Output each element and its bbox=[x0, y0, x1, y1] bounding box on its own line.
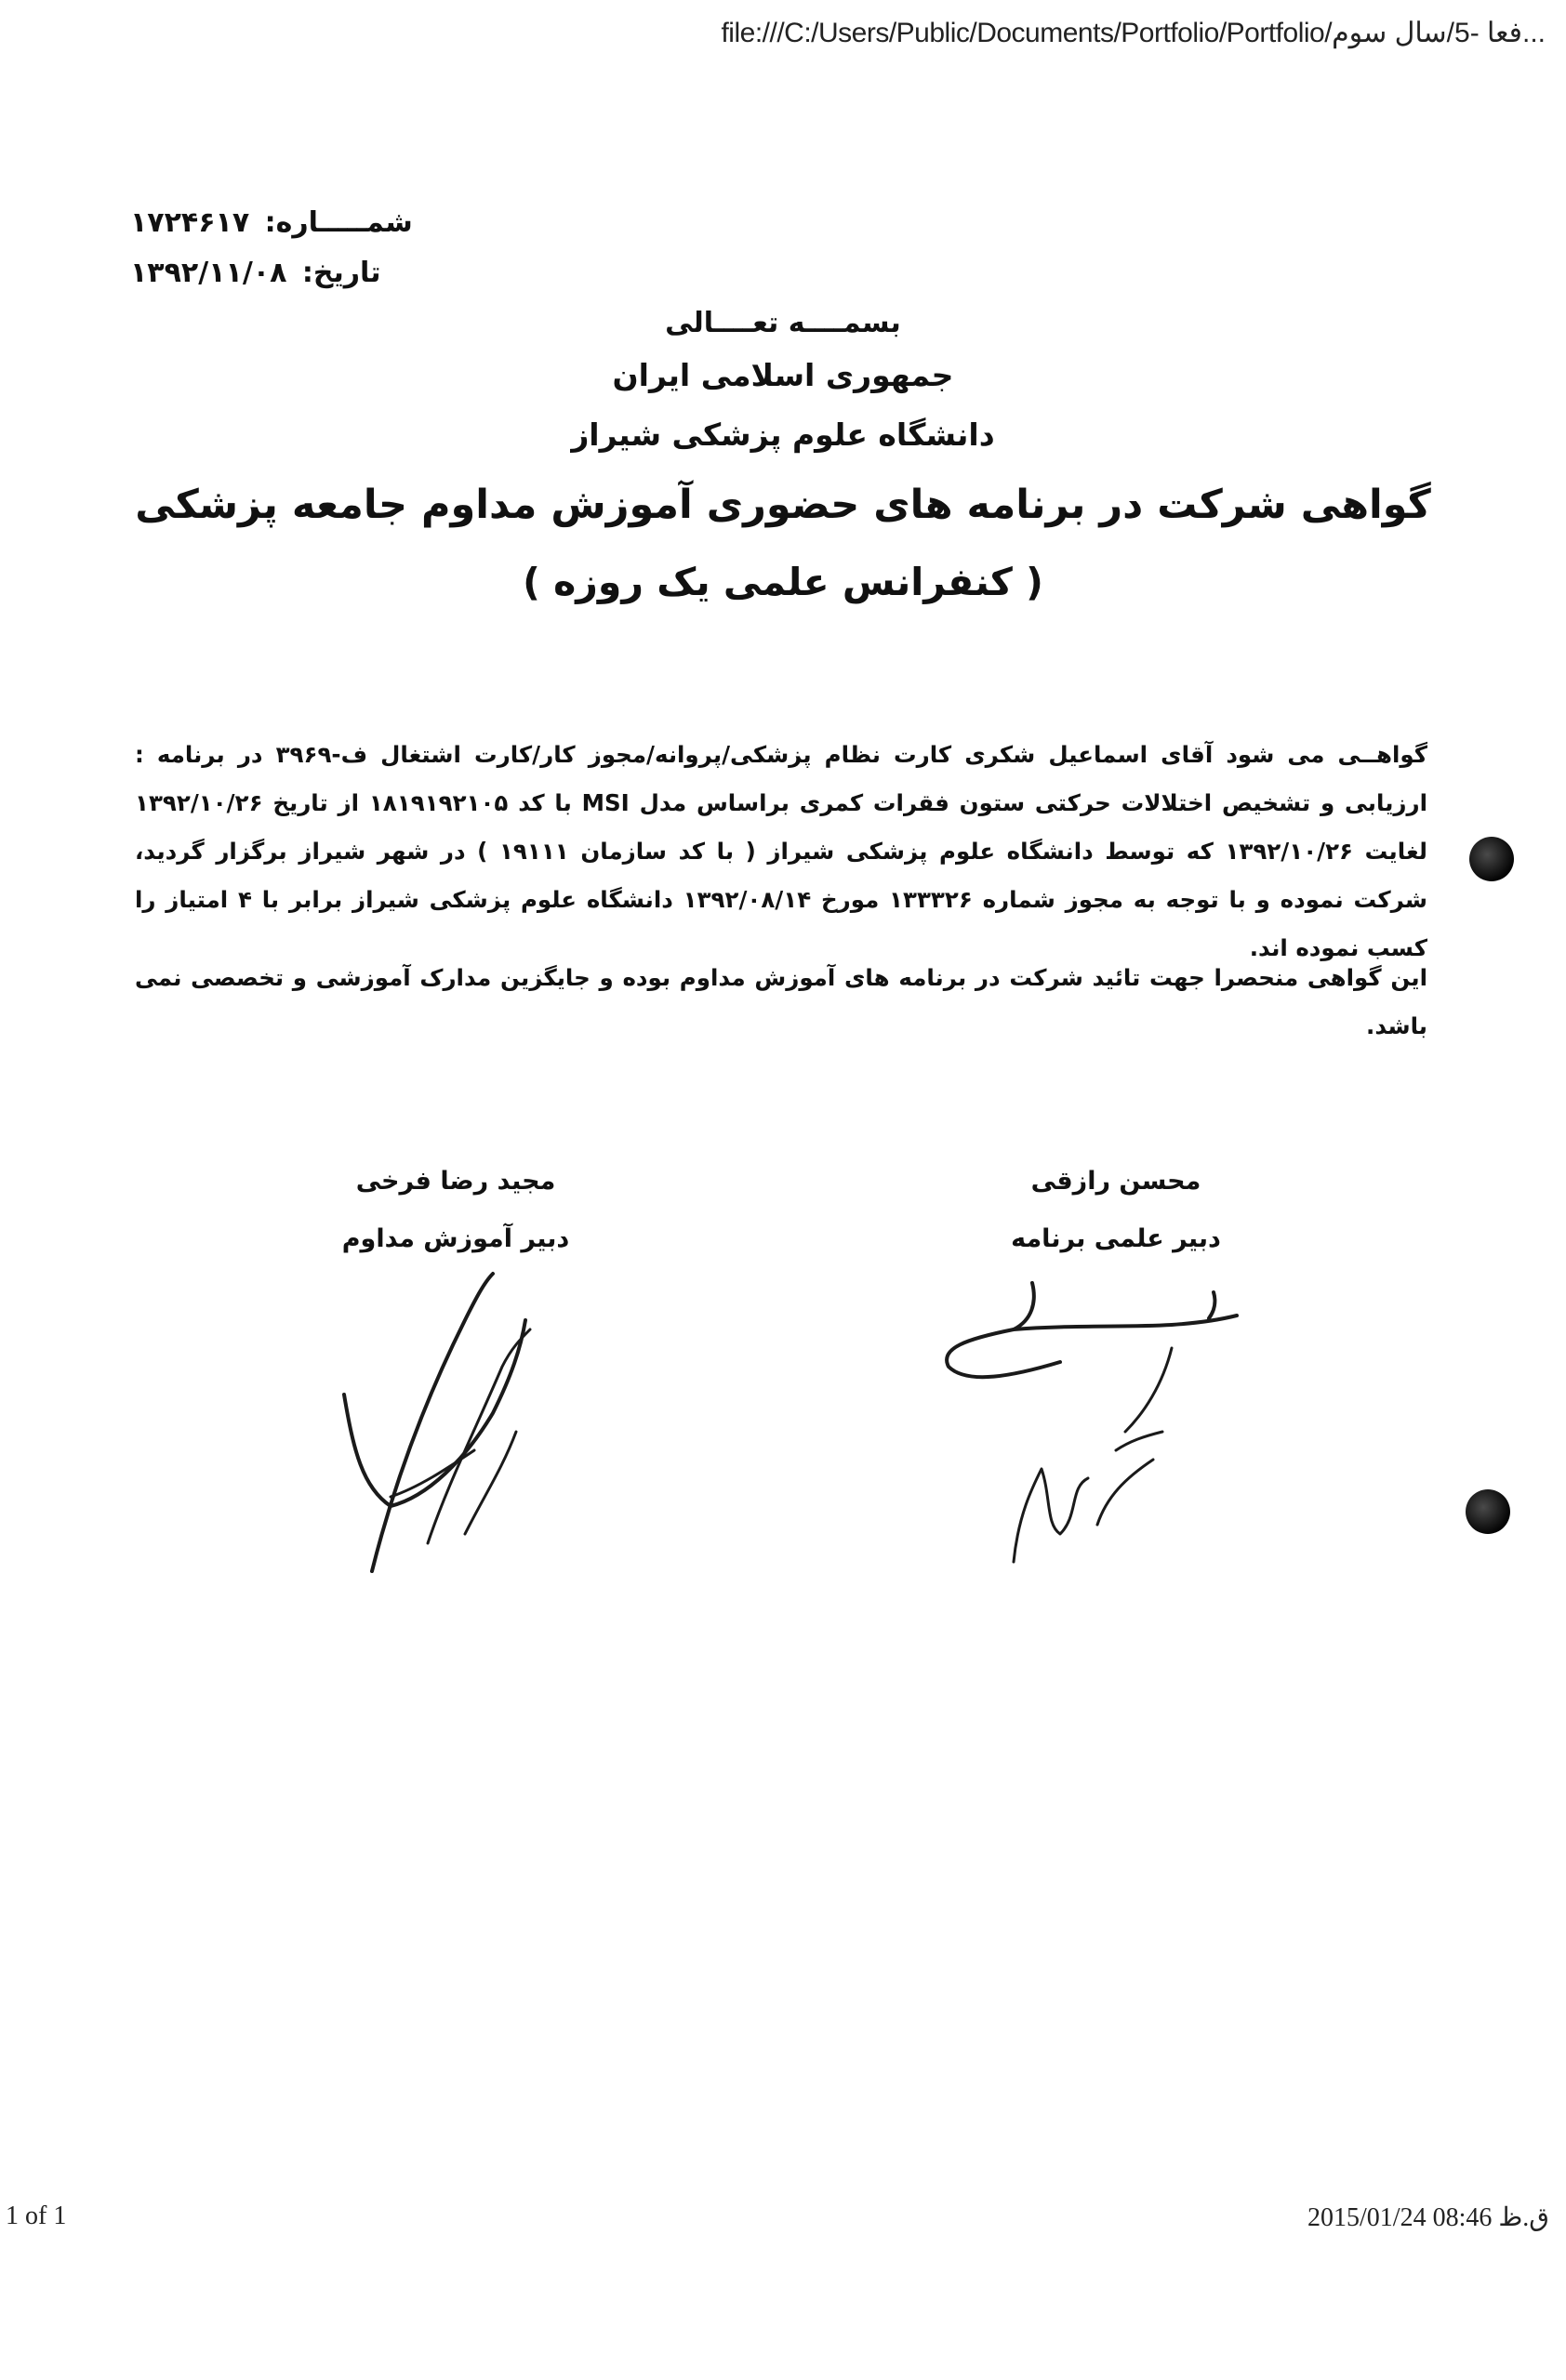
browser-url: file:///C:/Users/Public/Documents/Portfolio/Portfolio/فعا -5/سال سوم... bbox=[721, 18, 1546, 48]
signature-block-left bbox=[325, 1153, 586, 1268]
certificate-disclaimer: این گواهی منحصرا جهت تائید شرکت در برنامه های آموزش مداوم بوده و جایگزین مدارک آموزشی و تخصصی نمی باشد. bbox=[135, 964, 1427, 1039]
document-number-value: ۱۷۲۴۶۱۷ bbox=[130, 206, 250, 239]
document-date-label: تاریخ: bbox=[301, 257, 381, 289]
university-name: دانشگاه علوم پزشکی شیراز bbox=[571, 416, 995, 453]
punch-hole-top bbox=[1469, 837, 1514, 881]
signature-right bbox=[930, 1274, 1265, 1571]
punch-hole-bottom bbox=[1466, 1489, 1510, 1534]
country-name: جمهوری اسلامی ایران bbox=[612, 357, 954, 393]
document-number bbox=[130, 206, 413, 239]
certificate-title: گواهی شرکت در برنامه های حضوری آموزش مداوم جامعه پزشکی bbox=[135, 482, 1431, 528]
signature-block-right bbox=[986, 1153, 1246, 1268]
signature-left bbox=[335, 1264, 558, 1580]
signatory-name-right: محسن رازقی bbox=[1030, 1167, 1201, 1196]
print-timestamp: ق.ظ 08:46 2015/01/24 bbox=[1307, 2203, 1549, 2232]
document-date bbox=[130, 257, 381, 289]
certificate-body: گواهــی می شود آقای اسماعیل شکری کارت نظام پزشکی/پروانه/مجوز کار/کارت اشتغال ف-۳۹۶۹ در برنامه : ارزیابی و تشخیص اختلالات حرکتی ستون فقرات کمری براساس مدل MSI با کد ۱۸۱۹۱۹۲۱۰۵ از تاریخ ۱۳۹۲/۱۰/۲۶ لغایت ۱۳۹۲/۱۰/۲۶ که توسط دانشگاه علوم پزشکی شیراز ( با کد سازمان ۱۹۱۱۱ ) در شهر شیراز برگزار گردید، شرکت نموده و با توجه به مجوز شماره ۱۳۳۳۲۶ مورخ ۱۳۹۲/۰۸/۱۴ دانشگاه علوم پزشکی شیراز برابر با ۴ امتیاز را کسب نموده اند. bbox=[135, 741, 1428, 961]
document-date-value: ۱۳۹۲/۱۱/۰۸ bbox=[130, 257, 287, 289]
signatory-title-right: دبیر علمی برنامه bbox=[1011, 1224, 1221, 1253]
certificate-subtitle: ( کنفرانس علمی یک روزه ) bbox=[523, 560, 1043, 604]
document-number-label: شمـــــاره: bbox=[264, 206, 413, 239]
page-count: 1 of 1 bbox=[6, 2202, 67, 2230]
signatory-title-left: دبیر آموزش مداوم bbox=[341, 1224, 570, 1253]
signatory-name-left: مجید رضا فرخی bbox=[355, 1167, 556, 1196]
basmala: بسمــــه تعــــالی bbox=[665, 307, 901, 339]
